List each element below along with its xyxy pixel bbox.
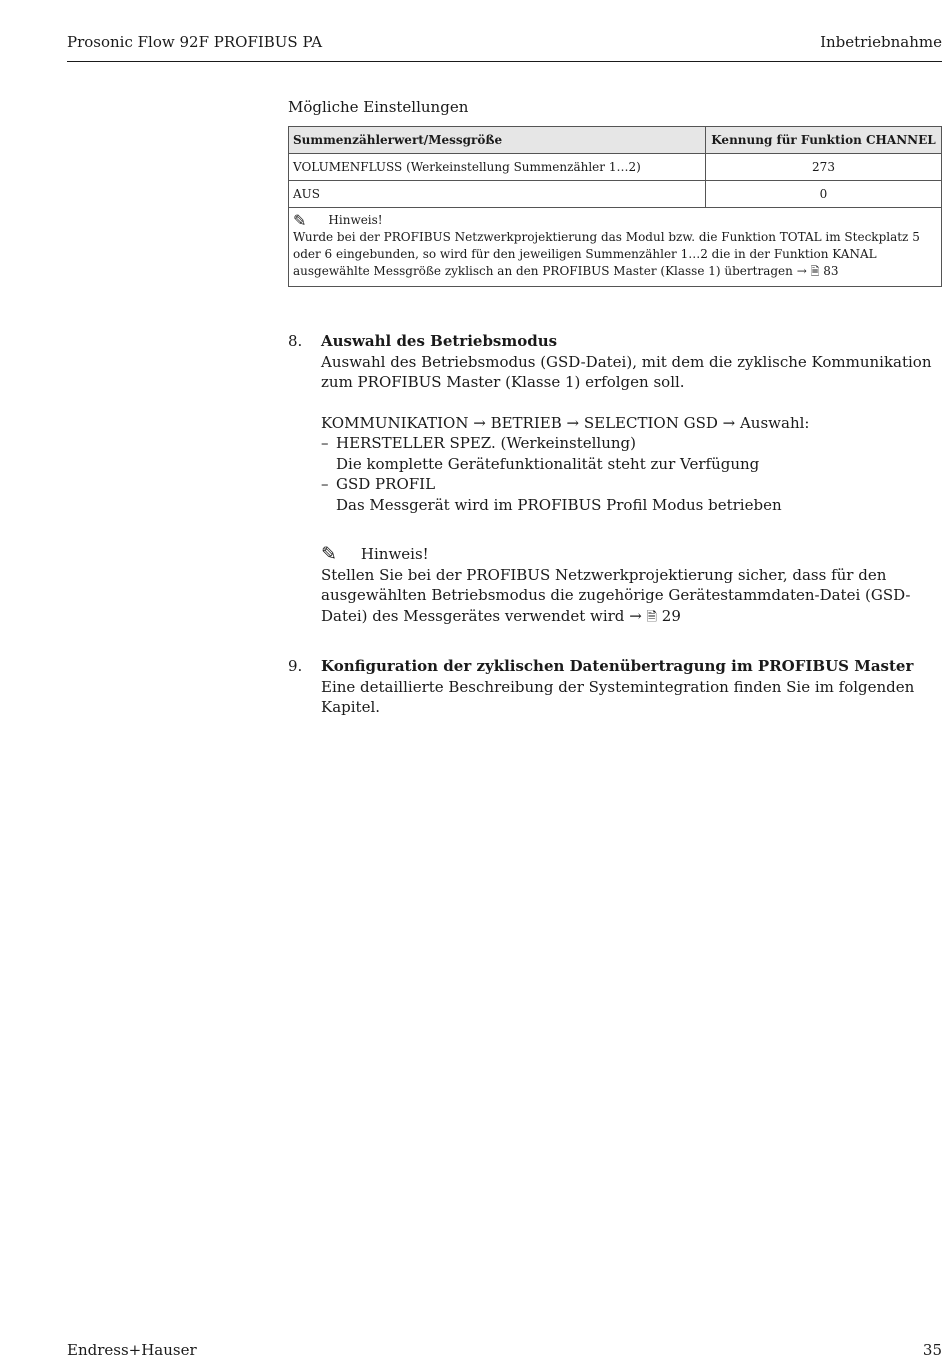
option-desc: Das Messgerät wird im PROFIBUS Profil Modus betrieben <box>336 495 782 514</box>
page-ref-link[interactable]: 29 <box>661 606 681 625</box>
table-note <box>289 208 942 287</box>
table-note-row <box>289 208 942 287</box>
step-9 <box>288 656 942 718</box>
table-cell: VOLUMENFLUSS (Werkeinstellung Summenzähler 1…2) <box>289 154 706 181</box>
page-header <box>67 33 942 62</box>
main-content <box>288 98 942 718</box>
step-8 <box>288 331 942 628</box>
table-cell: 0 <box>706 181 942 208</box>
step-description: Auswahl des Betriebsmodus (GSD-Datei), mit dem die zyklische Kommunikation zum PROFIBUS Master (Klasse 1) erfolgen soll. <box>321 352 932 391</box>
settings-table <box>288 126 942 287</box>
hint-label: Hinweis! <box>360 545 429 563</box>
settings-title: Mögliche Einstellungen <box>288 98 469 116</box>
pencil-icon: ✎ <box>321 543 337 566</box>
option-desc: Die komplette Gerätefunktionalität steht zur Verfügung <box>336 454 760 473</box>
step-title: Konfiguration der zyklischen Datenübertragung im PROFIBUS Master <box>321 657 914 675</box>
hint-text: Stellen Sie bei der PROFIBUS Netzwerkprojektierung sicher, dass für den ausgewählten Betriebsmodus die zugehörige Gerätestammdaten-Datei (GSD-Datei) des Messgerätes verwendet wird <box>321 565 911 625</box>
step-title: Auswahl des Betriebsmodus <box>321 332 558 350</box>
column-header: Summenzählerwert/Messgröße <box>289 127 706 154</box>
note-head <box>293 212 937 229</box>
option-name: HERSTELLER SPEZ. (Werkeinstellung) <box>336 434 636 452</box>
step-number: 8. <box>288 332 303 350</box>
page-number: 35 <box>922 1341 942 1359</box>
note-text-block <box>293 229 937 280</box>
menu-path: KOMMUNIKATION → BETRIEB → SELECTION GSD → Auswahl: <box>321 413 810 432</box>
column-header: Kennung für Funktion CHANNEL <box>706 127 942 154</box>
arrow-right-icon: → <box>629 606 647 625</box>
pencil-icon: ✎ <box>293 210 307 230</box>
footer-company: Endress+Hauser <box>67 1341 197 1359</box>
note-text: Wurde bei der PROFIBUS Netzwerkprojektierung das Modul bzw. die Funktion TOTAL im Steckplatz 5 oder 6 eingebunden, so wird für den jeweiligen Summenzähler 1…2 die in der Funktion KANAL ausgewählte Messgröße zyklisch an den PROFIBUS Master (Klasse 1) übertragen <box>293 230 920 278</box>
option-item: – GSD PROFIL Das Messgerät wird im PROFIBUS Profil Modus betrieben <box>321 474 942 515</box>
option-name: GSD PROFIL <box>336 475 436 493</box>
table-row <box>289 154 942 181</box>
hint-head <box>321 544 942 565</box>
header-product: Prosonic Flow 92F PROFIBUS PA <box>67 33 323 51</box>
table-cell: AUS <box>289 181 706 208</box>
page-icon: 🗎 <box>646 609 657 625</box>
page-icon: 🗎 <box>810 265 820 278</box>
option-item: – HERSTELLER SPEZ. (Werkeinstellung) Die komplette Gerätefunktionalität steht zur Verfügung <box>321 433 942 474</box>
page-ref-link[interactable]: 83 <box>823 264 839 278</box>
table-cell: 273 <box>706 154 942 181</box>
table-header-row <box>289 127 942 154</box>
note-label: Hinweis! <box>328 213 383 227</box>
step-description: Eine detaillierte Beschreibung der Systemintegration finden Sie im folgenden Kapitel. <box>321 677 915 716</box>
page-footer <box>67 1341 942 1359</box>
table-row <box>289 181 942 208</box>
hint-block <box>321 565 942 629</box>
step-number: 9. <box>288 657 303 675</box>
header-chapter: Inbetriebnahme <box>820 33 942 51</box>
arrow-right-icon: → <box>796 264 811 278</box>
